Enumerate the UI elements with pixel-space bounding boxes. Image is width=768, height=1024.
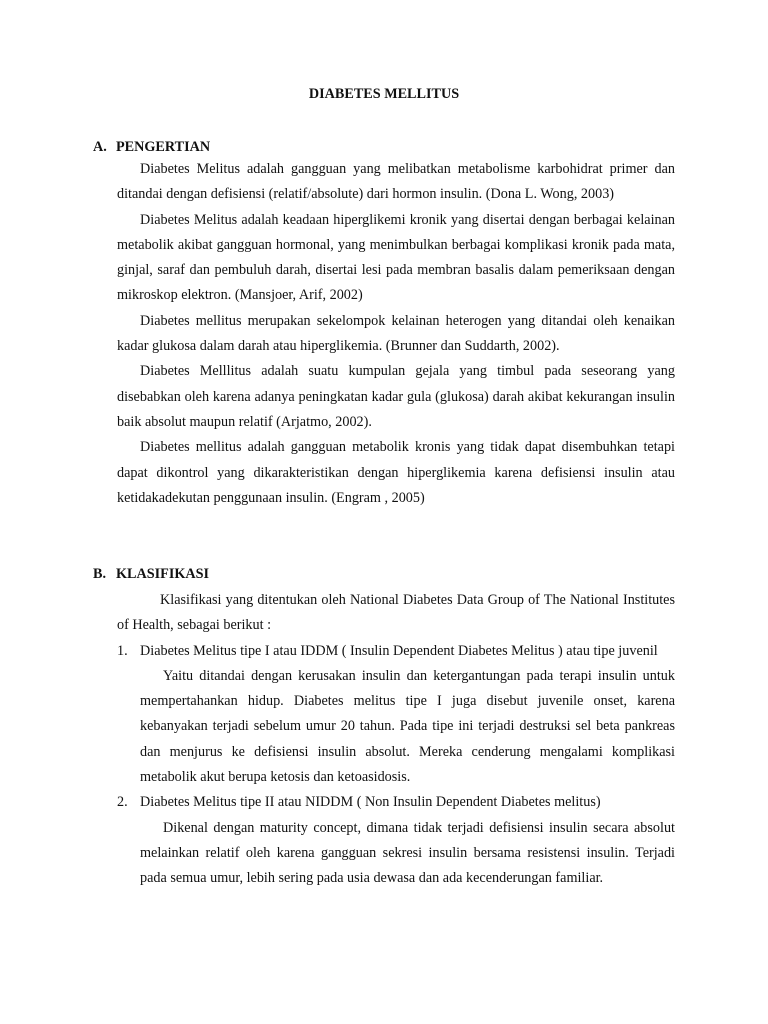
list-item [117,639,675,791]
paragraph: Diabetes Melllitus adalah suatu kumpulan gejala yang timbul pada seseorang yang disebabkan oleh karena adanya peningkatan kadar gula (glukosa) darah akibat kekurangan insulin baik absolut maupun relatif (Arjatmo, 2002). [117,363,675,430]
list-item-number: 2. [117,794,128,811]
list-item-title: Diabetes Melitus tipe I atau IDDM ( Insulin Dependent Diabetes Melitus ) atau tipe juvenil [140,642,658,659]
section-heading-klasifikasi [93,566,209,583]
section-title: KLASIFIKASI [116,566,210,582]
section-body-klasifikasi [117,588,675,892]
list-item [117,790,675,891]
paragraph: Diabetes mellitus merupakan sekelompok kelainan heterogen yang ditandai oleh kenaikan kadar glukosa dalam darah atau hiperglikemia. (Brunner dan Suddarth, 2002). [117,312,675,355]
intro-paragraph: Klasifikasi yang ditentukan oleh National Diabetes Data Group of The National Institutes of Health, sebagai berikut : [117,592,675,634]
section-heading-pengertian [93,139,210,156]
paragraph: Diabetes Melitus adalah keadaan hiperglikemi kronik yang disertai dengan berbagai kelainan metabolik akibat gangguan hormonal, yang menimbulkan berbagai komplikasi kronik pada mata, ginjal, saraf dan pembuluh darah, disertai lesi pada membran basalis dalam pemeriksaan dengan mikroskop elektron. (Mansjoer, Arif, 2002) [117,211,675,304]
paragraph: Diabetes Melitus adalah gangguan yang melibatkan metabolisme karbohidrat primer dan ditandai dengan defisiensi (relatif/absolute) dari hormon insulin. (Dona L. Wong, 2003) [117,161,675,203]
section-title: PENGERTIAN [116,139,211,155]
list-item-text: Dikenal dengan maturity concept, dimana tidak terjadi defisiensi insulin secara absolut melainkan relatif oleh karena gangguan sekresi insulin bersama resistensi insulin. Terjadi pada semua umur, lebih sering pada usia dewasa dan ada kecenderungan familiar. [140,819,675,887]
section-body-pengertian [117,157,675,511]
paragraph: Diabetes mellitus adalah gangguan metabolik kronis yang tidak dapat disembuhkan tetapi dapat dikontrol yang dikarakteristikan dengan hiperglikemia karena defisiensi insulin atau ketidakadekutan penggunaan insulin. (Engram , 2005) [117,439,675,506]
section-letter: B. [93,566,107,582]
list-item-number: 1. [117,642,128,659]
list-item-text: Yaitu ditandai dengan kerusakan insulin dan ketergantungan pada terapi insulin untuk mempertahankan hidup. Diabetes melitus tipe I juga disebut juvenile onset, karena kebanyakan terjadi sebelum umur 20 tahun. Pada tipe ini terjadi destruksi sel beta pankreas dan menjurus ke defisiensi insulin absolut. Mereka cenderung mengalami komplikasi metabolik akut berupa ketosis dan ketoasidosis. [140,667,675,786]
section-letter: A. [93,139,107,155]
list-item-title: Diabetes Melitus tipe II atau NIDDM ( Non Insulin Dependent Diabetes melitus) [140,794,601,811]
document-title: DIABETES MELLITUS [308,86,460,102]
